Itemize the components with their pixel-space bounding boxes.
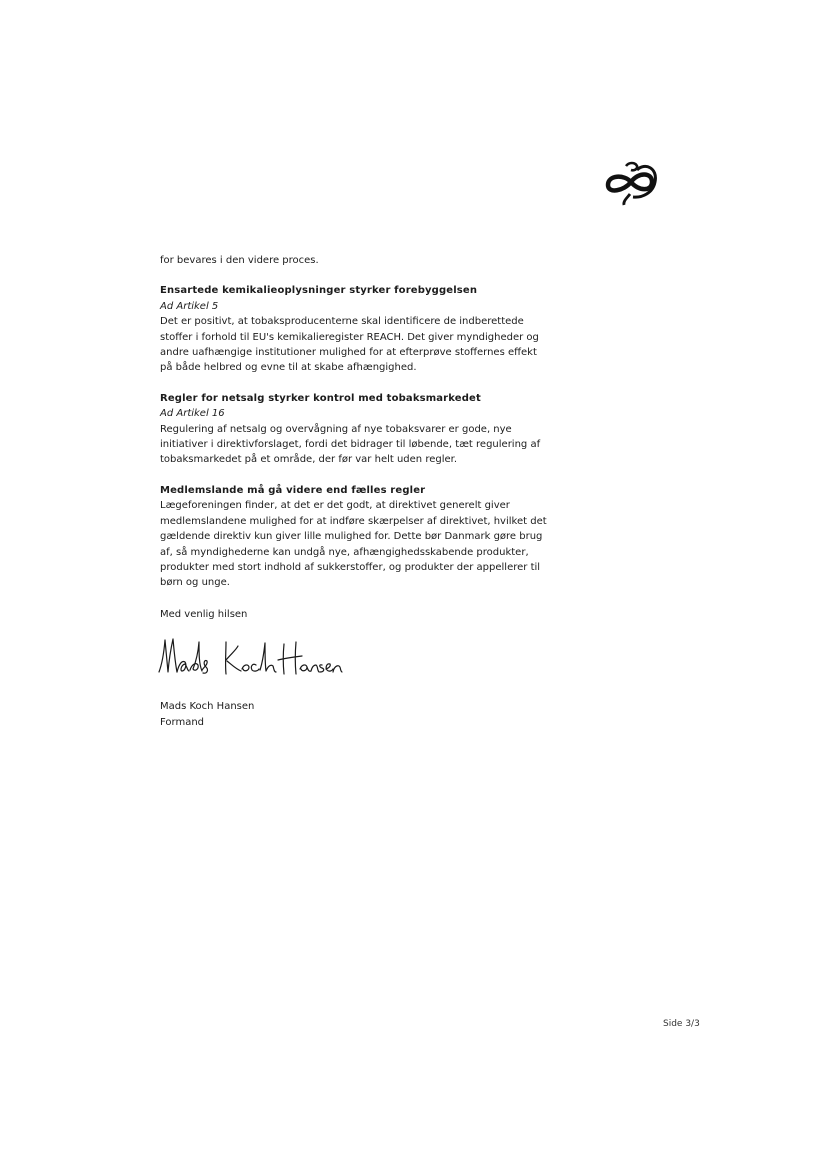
text-line: andre uafhængige institutioner mulighed for at efterprøve stoffernes effekt [160, 347, 537, 359]
text-line: Regulering af netsalg og overvågning af nye tobaksvarer er gode, nye [160, 423, 512, 435]
text-line: medlemslandene mulighed for at indføre skærpelser af direktivet, hvilket det [160, 515, 547, 527]
text-line: børn og unge. [160, 577, 230, 589]
closing-salutation: Med venlig hilsen [160, 608, 248, 620]
article-reference: Ad Artikel 16 [160, 408, 225, 420]
section-heading: Medlemslande må gå videre end fælles regler [160, 484, 426, 496]
text-line: Lægeforeningen finder, at det er det godt, at direktivet generelt giver [160, 500, 510, 512]
text-line: på både helbred og evne til at skabe afhængighed. [160, 362, 417, 374]
text-line: produkter med stort indhold af sukkerstoffer, og produkter der appellerer til [160, 561, 541, 573]
text-line: initiativer i direktivforslaget, fordi det bidrager til løbende, tæt regulering af [160, 439, 541, 451]
text-line: Det er positivt, at tobaksproducenterne skal identificere de indberettede [160, 316, 524, 328]
letter-body [160, 253, 580, 730]
section-online-sales [160, 391, 580, 468]
text-line: tobaksmarkedet på et område, der før var helt uden regler. [160, 454, 458, 466]
section-heading: Ensartede kemikalieoplysninger styrker forebyggelsen [160, 285, 478, 297]
section-member-states [160, 483, 580, 591]
section-chemicals [160, 283, 580, 375]
text-line: gældende direktiv kun giver lille mulighed for. Dette bør Danmark gøre brug [160, 531, 543, 543]
text-line: af, så myndighederne kan undgå nye, afhængighedsskabende produkter, [160, 546, 529, 558]
section-heading: Regler for netsalg styrker kontrol med tobaksmarkedet [160, 392, 481, 404]
snake-staff-icon [602, 160, 660, 206]
signer-title: Formand [160, 716, 205, 728]
intro-text: for bevares i den videre proces. [160, 255, 319, 266]
signer-name: Mads Koch Hansen [160, 701, 255, 713]
text-line: stoffer i forhold til EU's kemikalieregister REACH. Det giver myndigheder og [160, 331, 539, 343]
page-number: Side 3/3 [663, 1019, 700, 1029]
article-reference: Ad Artikel 5 [160, 300, 219, 312]
handwritten-signature [156, 634, 346, 684]
